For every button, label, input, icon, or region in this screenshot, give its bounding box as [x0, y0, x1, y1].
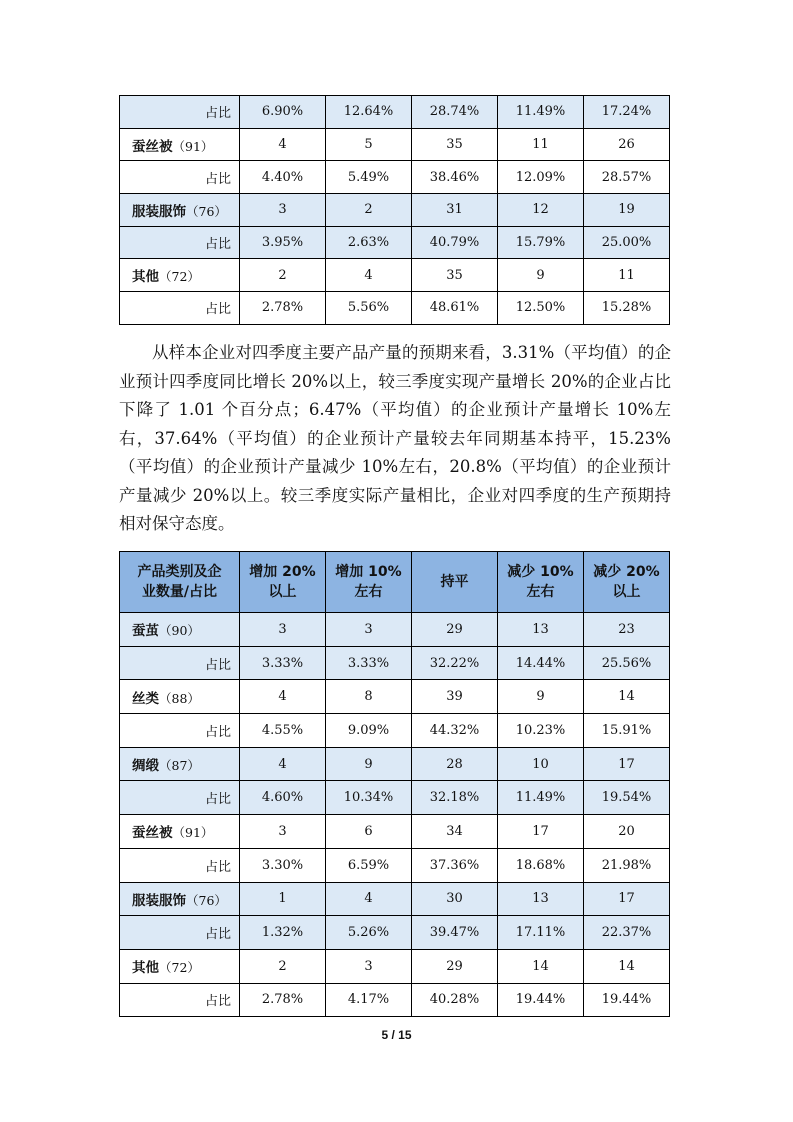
category-label: 服装服饰: [132, 892, 186, 909]
value-cell: 6: [326, 815, 412, 849]
value-cell: 39.47%: [412, 916, 498, 950]
value-cell: 4: [240, 680, 326, 714]
table-row: [120, 226, 670, 259]
category-count: （87）: [159, 758, 200, 774]
page-number: 5 / 15: [381, 1028, 412, 1042]
value-cell: 13: [498, 882, 584, 916]
value-cell: 20: [584, 815, 670, 849]
table2-body: [120, 613, 670, 1017]
table-row: [120, 259, 670, 292]
value-cell: 9.09%: [326, 714, 412, 748]
value-cell: 11.49%: [498, 96, 584, 129]
header-cell: 减少 20% 以上: [584, 552, 670, 613]
value-cell: 11: [498, 128, 584, 161]
value-cell: 31: [412, 194, 498, 227]
value-cell: 15.28%: [584, 292, 670, 325]
category-cell: [120, 882, 240, 916]
ratio-label: 占比: [120, 292, 240, 325]
category-label: 绸缎: [132, 758, 159, 775]
value-cell: 1: [240, 882, 326, 916]
value-cell: 3: [326, 949, 412, 983]
ratio-label: 占比: [120, 781, 240, 815]
table-row: [120, 983, 670, 1017]
ratio-label: 占比: [120, 226, 240, 259]
value-cell: 28.57%: [584, 161, 670, 194]
table-row: [120, 96, 670, 129]
value-cell: 34: [412, 815, 498, 849]
q4-production-expectation-table: [119, 551, 670, 1017]
ratio-label: 占比: [120, 96, 240, 129]
table-row: [120, 916, 670, 950]
category-label: 丝类: [132, 690, 159, 707]
value-cell: 30: [412, 882, 498, 916]
value-cell: 40.28%: [412, 983, 498, 1017]
value-cell: 5: [326, 128, 412, 161]
value-cell: 23: [584, 613, 670, 647]
value-cell: 10.34%: [326, 781, 412, 815]
value-cell: 32.22%: [412, 646, 498, 680]
value-cell: 4: [326, 259, 412, 292]
value-cell: 21.98%: [584, 848, 670, 882]
value-cell: 5.26%: [326, 916, 412, 950]
value-cell: 48.61%: [412, 292, 498, 325]
ratio-label: 占比: [120, 848, 240, 882]
table-row: [120, 128, 670, 161]
category-label: 蚕茧: [132, 623, 159, 640]
value-cell: 3: [240, 613, 326, 647]
table-row: [120, 680, 670, 714]
category-count: （91）: [172, 138, 214, 154]
table-row: [120, 292, 670, 325]
value-cell: 5.49%: [326, 161, 412, 194]
ratio-label: 占比: [120, 714, 240, 748]
value-cell: 35: [412, 259, 498, 292]
value-cell: 28.74%: [412, 96, 498, 129]
value-cell: 4: [240, 128, 326, 161]
value-cell: 13: [498, 613, 584, 647]
value-cell: 17.11%: [498, 916, 584, 950]
category-cell: [120, 949, 240, 983]
value-cell: 17.24%: [584, 96, 670, 129]
table-row: [120, 194, 670, 227]
value-cell: 4.55%: [240, 714, 326, 748]
category-count: （76）: [186, 203, 227, 219]
value-cell: 4.40%: [240, 161, 326, 194]
value-cell: 4: [326, 882, 412, 916]
value-cell: 29: [412, 949, 498, 983]
category-cell: [120, 128, 240, 161]
value-cell: 5.56%: [326, 292, 412, 325]
value-cell: 17: [498, 815, 584, 849]
table-row: [120, 781, 670, 815]
value-cell: 15.79%: [498, 226, 584, 259]
table1-body: [120, 96, 670, 325]
ratio-label: 占比: [120, 983, 240, 1017]
value-cell: 38.46%: [412, 161, 498, 194]
value-cell: 26: [584, 128, 670, 161]
value-cell: 3: [240, 194, 326, 227]
category-cell: [120, 613, 240, 647]
value-cell: 3: [240, 815, 326, 849]
value-cell: 6.90%: [240, 96, 326, 129]
value-cell: 9: [498, 680, 584, 714]
ratio-label: 占比: [120, 646, 240, 680]
category-count: （72）: [159, 269, 200, 285]
value-cell: 25.00%: [584, 226, 670, 259]
value-cell: 14.44%: [498, 646, 584, 680]
value-cell: 12: [498, 194, 584, 227]
value-cell: 14: [498, 949, 584, 983]
value-cell: 3: [326, 613, 412, 647]
value-cell: 29: [412, 613, 498, 647]
value-cell: 32.18%: [412, 781, 498, 815]
table-header-row: [120, 552, 670, 613]
value-cell: 18.68%: [498, 848, 584, 882]
table-row: [120, 815, 670, 849]
header-cell: 增加 20% 以上: [240, 552, 326, 613]
value-cell: 17: [584, 882, 670, 916]
value-cell: 2: [326, 194, 412, 227]
value-cell: 19: [584, 194, 670, 227]
value-cell: 8: [326, 680, 412, 714]
value-cell: 9: [498, 259, 584, 292]
value-cell: 22.37%: [584, 916, 670, 950]
value-cell: 4.17%: [326, 983, 412, 1017]
value-cell: 12.09%: [498, 161, 584, 194]
category-count: （76）: [186, 892, 227, 908]
table-row: [120, 747, 670, 781]
category-cell: [120, 680, 240, 714]
value-cell: 3.33%: [240, 646, 326, 680]
value-cell: 37.36%: [412, 848, 498, 882]
category-cell: [120, 194, 240, 227]
value-cell: 11: [584, 259, 670, 292]
value-cell: 14: [584, 949, 670, 983]
category-label: 蚕丝被: [132, 138, 173, 155]
category-count: （72）: [159, 960, 200, 976]
value-cell: 9: [326, 747, 412, 781]
value-cell: 39: [412, 680, 498, 714]
value-cell: 12.64%: [326, 96, 412, 129]
category-label: 其他: [132, 960, 159, 977]
ratio-label: 占比: [120, 161, 240, 194]
table-row: [120, 949, 670, 983]
value-cell: 4: [240, 747, 326, 781]
value-cell: 1.32%: [240, 916, 326, 950]
category-cell: [120, 747, 240, 781]
category-count: （88）: [159, 690, 200, 706]
value-cell: 40.79%: [412, 226, 498, 259]
table-row: [120, 161, 670, 194]
category-cell: [120, 259, 240, 292]
value-cell: 2: [240, 259, 326, 292]
value-cell: 3.95%: [240, 226, 326, 259]
header-cell: 持平: [412, 552, 498, 613]
value-cell: 2: [240, 949, 326, 983]
table-row: [120, 646, 670, 680]
value-cell: 3.30%: [240, 848, 326, 882]
table-row: [120, 613, 670, 647]
category-cell: [120, 815, 240, 849]
header-cell: 增加 10% 左右: [326, 552, 412, 613]
analysis-paragraph: 从样本企业对四季度主要产品产量的预期来看，3.31%（平均值）的企业预计四季度同比增长 20%以上，较三季度实现产量增长 20%的企业占比下降了 1.01 个百分点；6.47%（平均值）的企业预计产量增长 10%左右，37.64%（平均值）的企业预计产量较去年同期基本持平，15.23%（平均值）的企业预计产量减少 10%左右，20.8%（平均值）的企业预计产量减少 20%以上。较三季度实际产量相比，企业对四季度的生产预期持相对保守态度。: [119, 343, 671, 533]
value-cell: 6.59%: [326, 848, 412, 882]
table-row: [120, 714, 670, 748]
value-cell: 3.33%: [326, 646, 412, 680]
category-label: 服装服饰: [132, 203, 186, 220]
table-row: [120, 882, 670, 916]
category-count: （91）: [172, 825, 214, 841]
value-cell: 2.78%: [240, 983, 326, 1017]
value-cell: 25.56%: [584, 646, 670, 680]
value-cell: 10.23%: [498, 714, 584, 748]
value-cell: 2.78%: [240, 292, 326, 325]
category-label: 蚕丝被: [132, 825, 173, 842]
header-cell: 减少 10% 左右: [498, 552, 584, 613]
value-cell: 10: [498, 747, 584, 781]
value-cell: 19.44%: [498, 983, 584, 1017]
category-count: （90）: [159, 623, 200, 639]
value-cell: 15.91%: [584, 714, 670, 748]
value-cell: 28: [412, 747, 498, 781]
header-cell: 产品类别及企 业数量/占比: [120, 552, 240, 613]
value-cell: 11.49%: [498, 781, 584, 815]
table-row: [120, 848, 670, 882]
value-cell: 4.60%: [240, 781, 326, 815]
value-cell: 14: [584, 680, 670, 714]
value-cell: 17: [584, 747, 670, 781]
value-cell: 2.63%: [326, 226, 412, 259]
value-cell: 19.54%: [584, 781, 670, 815]
value-cell: 19.44%: [584, 983, 670, 1017]
value-cell: 44.32%: [412, 714, 498, 748]
product-table-continued: [119, 95, 670, 325]
value-cell: 35: [412, 128, 498, 161]
value-cell: 12.50%: [498, 292, 584, 325]
ratio-label: 占比: [120, 916, 240, 950]
category-label: 其他: [132, 269, 159, 286]
